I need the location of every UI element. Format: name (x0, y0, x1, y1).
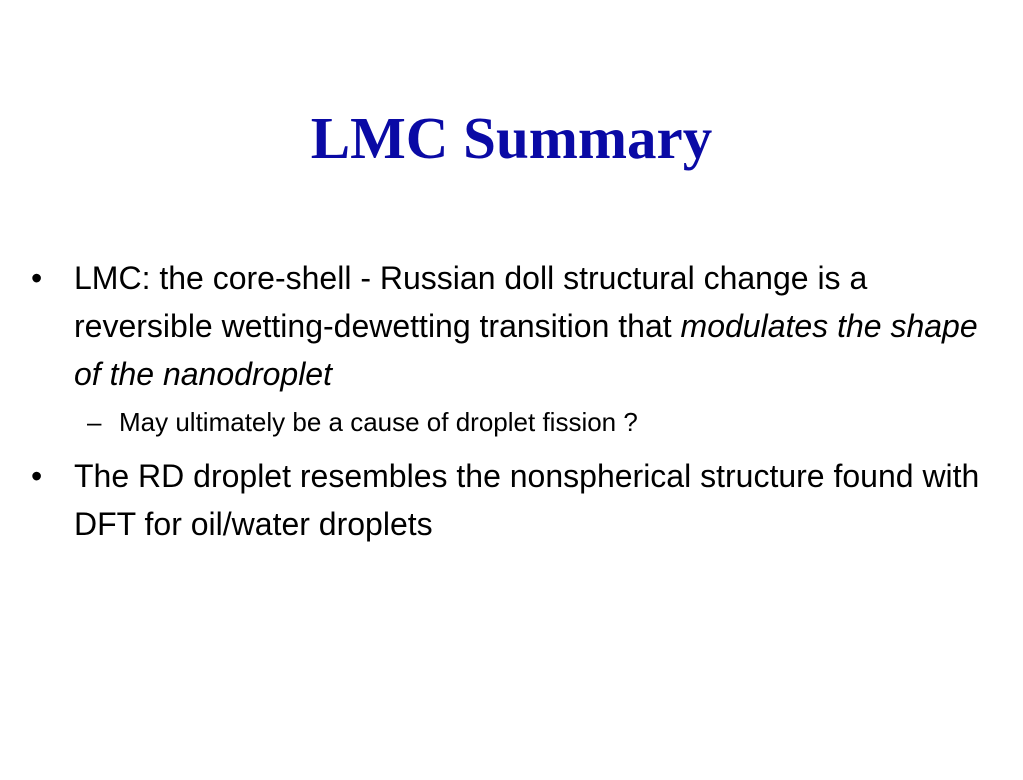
slide-title: LMC Summary (310, 105, 713, 171)
bullet-item (28, 254, 998, 398)
bullet-text-emphasis: modulates the shape of the nanodroplet (74, 308, 978, 392)
bullet-text: LMC: the core-shell - Russian doll structural change is a reversible wetting-dewetting transition that (74, 260, 868, 344)
sub-bullet-item (28, 402, 998, 442)
bullet-marker: • (31, 260, 43, 296)
bullet-marker: • (31, 458, 43, 494)
sub-bullet-marker: – (87, 407, 102, 437)
sub-bullet-text: May ultimately be a cause of droplet fission ? (119, 407, 638, 437)
bullet-text: The RD droplet resembles the nonspherical structure found with DFT for oil/water droplets (74, 458, 980, 542)
slide-body (28, 254, 998, 556)
bullet-item (28, 452, 998, 548)
